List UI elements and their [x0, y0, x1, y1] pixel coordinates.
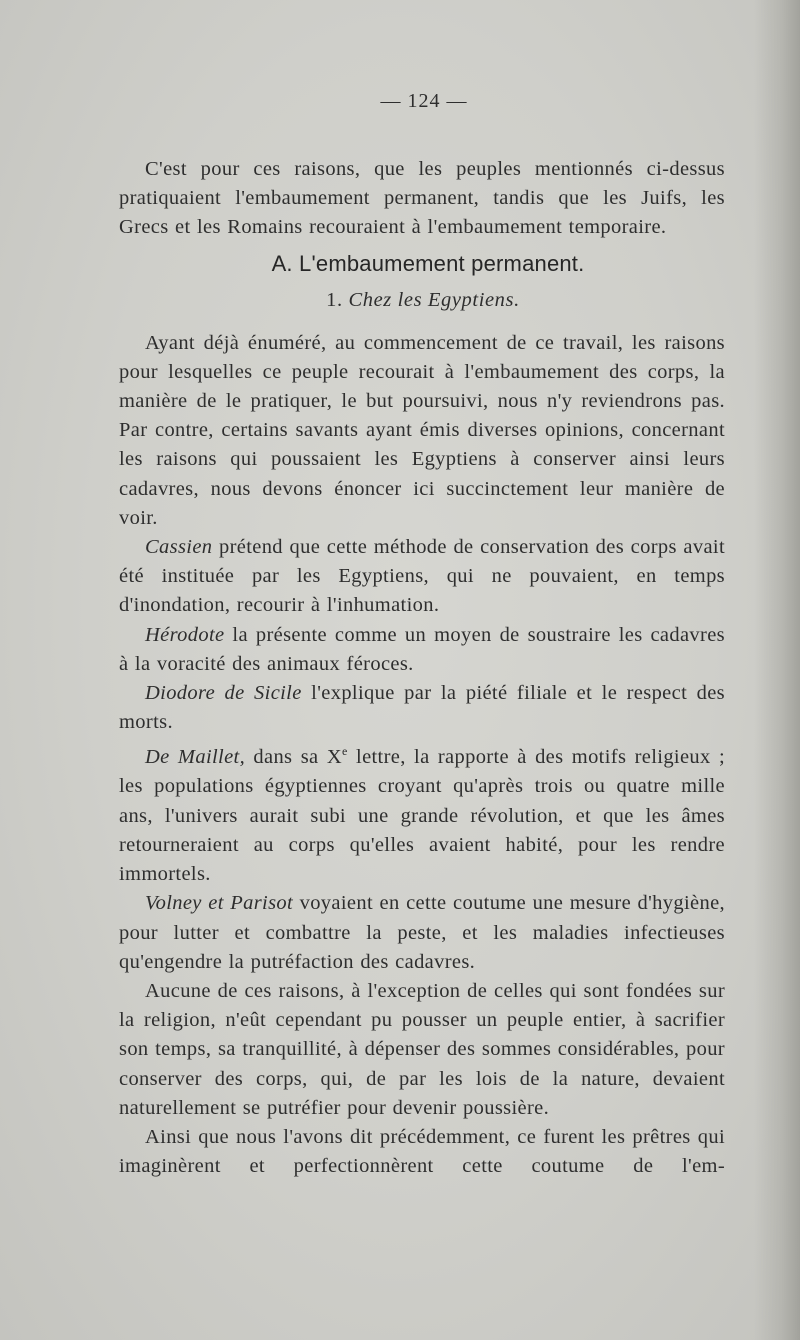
subsection-heading [119, 285, 725, 315]
paragraph-8: Ainsi que nous l'avons dit précédemment, ce furent les prêtres qui imaginèrent et perfectionnèrent cette coutume de l'em- [119, 1125, 725, 1178]
paragraph-text: prétend que cette méthode de conservation des corps avait été instituée par les Egyptiens, qui ne pouvaient, en temps d'inondation, recourir à l'inhumation. [119, 536, 725, 617]
section-heading: A. L'embaumement permanent. [271, 250, 585, 276]
subsection-title: Chez les Egyptiens. [348, 288, 520, 311]
paragraph-1: Ayant déjà énuméré, au commencement de ce travail, les raisons pour lesquelles ce peuple recourait à l'embaumement des corps, la manière de le pratiquer, le but poursuivi, nous n'y reviendrons pas. Par contre, certains savants ayant émis diverses opinions, concernant les raisons qui poussaient les Egyptiens à conserver ainsi leurs cadavres, nous devons énoncer ici succinctement leur manière de voir. [119, 331, 725, 529]
paragraph-diodore [119, 679, 725, 737]
author-name: Diodore de Sicile [145, 682, 302, 705]
paragraph-text: la présente comme un moyen de soustraire les cadavres à la voracité des animaux féroces. [119, 623, 725, 675]
paragraph-text: l'explique par la piété filiale et le respect des morts. [119, 682, 725, 734]
paragraph-herodote [119, 621, 725, 679]
subsection-number: 1. [326, 288, 343, 311]
paragraph-cassien [119, 533, 725, 621]
paragraph-volney-parisot [119, 889, 725, 977]
paragraph-7: Aucune de ces raisons, à l'exception de celles qui sont fondées sur la religion, n'eût cependant pu pousser un peuple entier, à sacrifier son temps, sa tranquillité, à dépenser des sommes considérables, pour conserver des corps, qui, de par les lois de la nature, devaient naturellement se putréfier pour devenir poussière. [119, 979, 725, 1119]
author-name: De Maillet, [145, 746, 246, 769]
page-edge-shadow [754, 0, 800, 1340]
page-number: — 124 — [380, 90, 468, 112]
author-name: Volney et Parisot [145, 892, 294, 915]
paragraph-text: lettre, la rapporte à des motifs religieux ; les populations égyptiennes croyant qu'après trois ou quatre mille ans, l'univers aurait subi une grande révolution, et que les âmes retourneraient au corps qu'elles avaient habité, pour les rendre immortels. [119, 746, 726, 886]
author-name: Cassien [145, 536, 213, 559]
superscript: e [342, 744, 348, 759]
text-block [119, 90, 725, 1181]
author-name: Hérodote [145, 623, 225, 646]
paragraph-text: dans sa X [245, 746, 342, 769]
intro-paragraph: C'est pour ces raisons, que les peuples mentionnés ci-dessus pratiquaient l'embaumement permanent, tandis que les Juifs, les Grecs et les Romains recouraient à l'embaumement temporaire. [119, 158, 725, 239]
paragraph-de-maillet [119, 737, 725, 889]
paragraph-text: voyaient en cette coutume une mesure d'hygiène, pour lutter et combattre la peste, et les maladies infectieuses qu'engendre la putréfaction des cadavres. [119, 892, 725, 973]
